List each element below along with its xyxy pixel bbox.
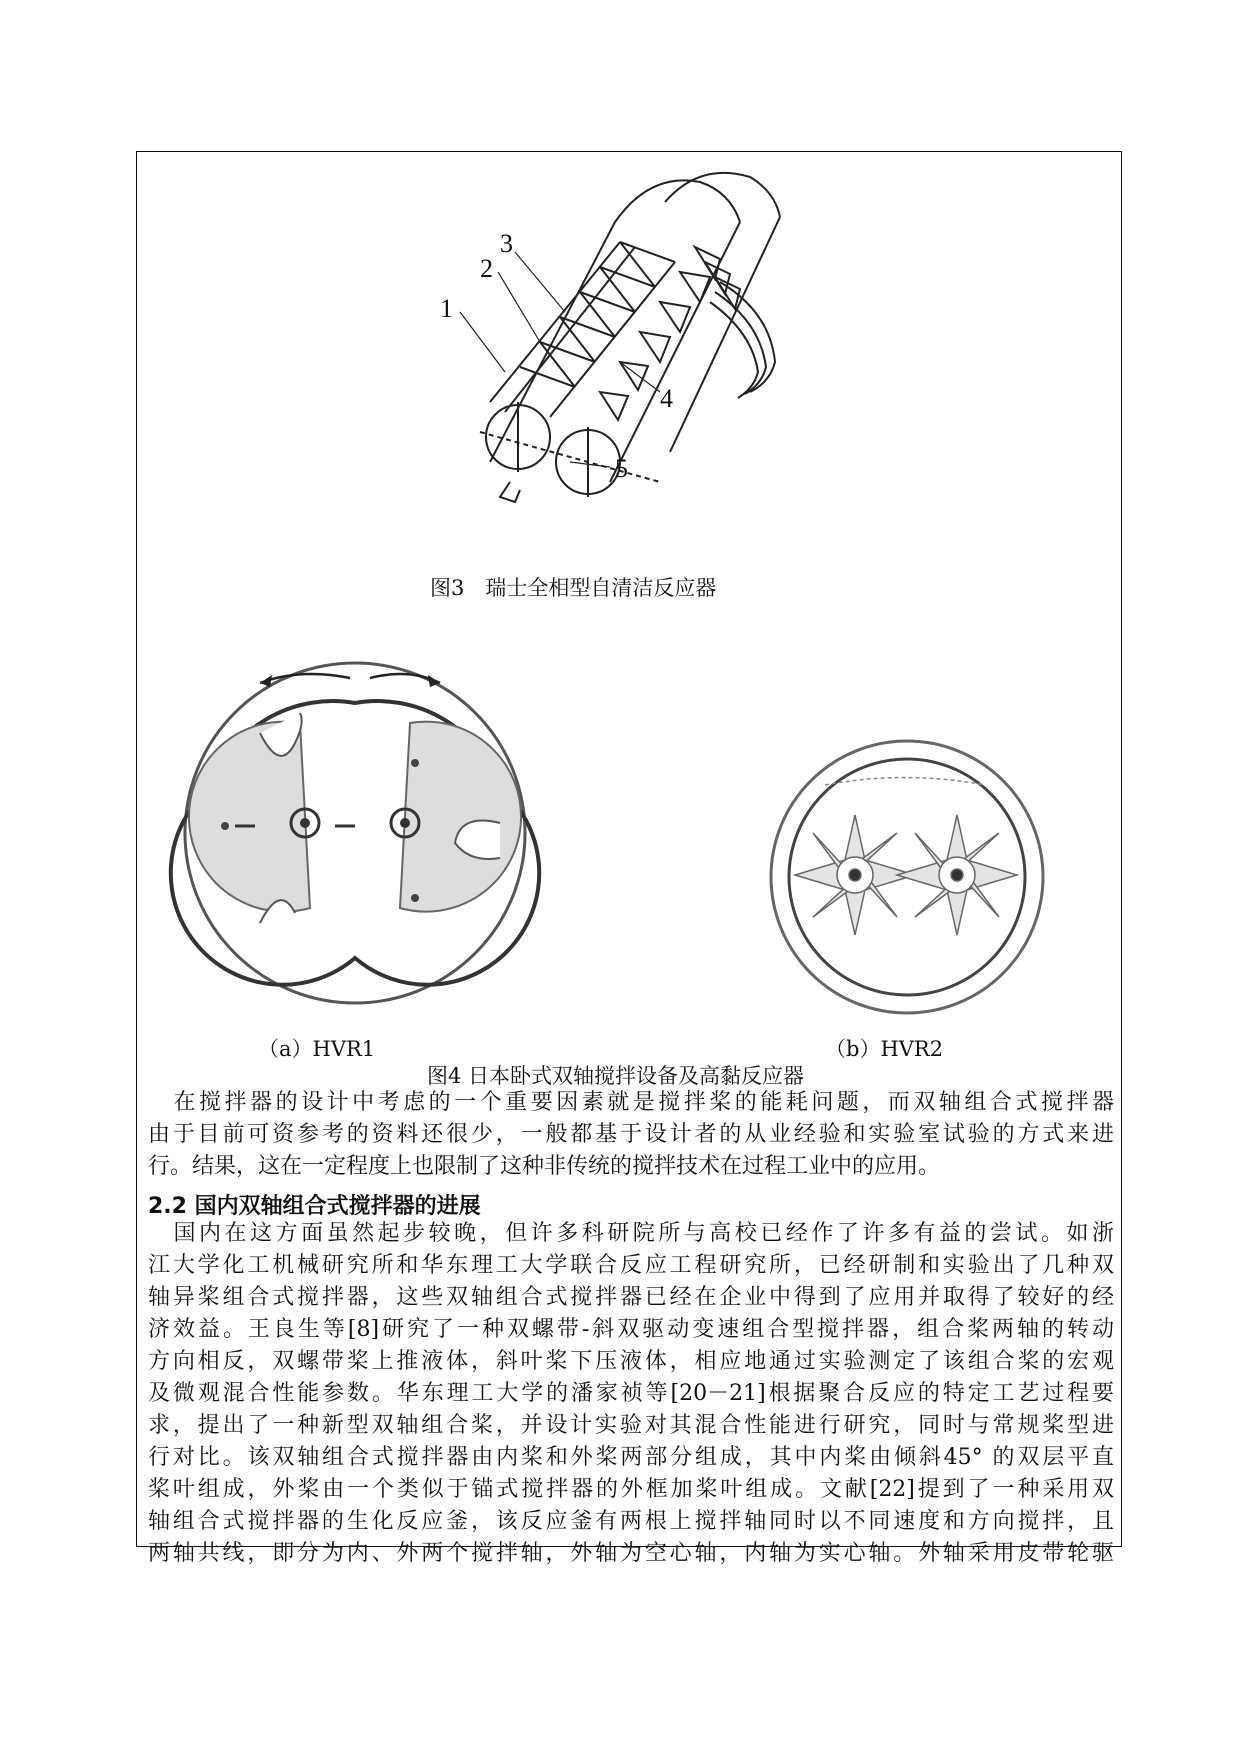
text-line: 国内在这方面虽然起步较晚，但许多科研院所与高校已经作了许多有益的尝试。如浙 xyxy=(148,1221,1114,1246)
figure3-label-2: 2 xyxy=(480,254,493,283)
text-line: 及微观混合性能参数。华东理工大学的潘家祯等[20－21]根据聚合反应的特定工艺过程要 xyxy=(148,1381,1114,1406)
text-line: 求，提出了一种新型双轴组合桨，并设计实验对其混合性能进行研究，同时与常规桨型进 xyxy=(148,1413,1114,1438)
figure3-label-1: 1 xyxy=(440,294,453,323)
figure3-label-4: 4 xyxy=(660,384,673,413)
text-line: 桨叶组成，外桨由一个类似于锚式搅拌器的外框加桨叶组成。文献[22]提到了一种采用双 xyxy=(148,1477,1114,1502)
figure3-reactor-drawing xyxy=(440,162,800,562)
text-line: 行。结果，这在一定程度上也限制了这种非传统的搅拌技术在过程工业中的应用。 xyxy=(148,1154,941,1179)
text-line: 由于目前可资参考的资料还很少，一般都基于设计者的从业经验和实验室试验的方式来进 xyxy=(148,1122,1114,1147)
text-line: 轴异桨组合式搅拌器，这些双轴组合式搅拌器已经在企业中得到了应用并取得了较好的经 xyxy=(148,1285,1114,1310)
figure3-label-5: 5 xyxy=(615,454,628,483)
figure4-caption: 图4 日本卧式双轴搅拌设备及高黏反应器 xyxy=(427,1064,805,1088)
figure4a-label: （a）HVR1 xyxy=(258,1037,376,1061)
text-line: 行对比。该双轴组合式搅拌器由内桨和外桨两部分组成，其中内桨由倾斜45° 的双层平直 xyxy=(148,1445,1114,1470)
text-line: 两轴共线，即分为内、外两个搅拌轴，外轴为空心轴，内轴为实心轴。外轴采用皮带轮驱 xyxy=(148,1541,1114,1566)
figure4b-label: （b）HVR2 xyxy=(825,1037,944,1061)
text-line: 江大学化工机械研究所和华东理工大学联合反应工程研究所，已经研制和实验出了几种双 xyxy=(148,1253,1114,1278)
text-line: 在搅拌器的设计中考虑的一个重要因素就是搅拌桨的能耗问题，而双轴组合式搅拌器 xyxy=(148,1090,1114,1115)
text-line: 方向相反，双螺带桨上推液体，斜叶桨下压液体，相应地通过实验测定了该组合桨的宏观 xyxy=(148,1349,1114,1374)
figure4b-hvr2-drawing xyxy=(765,735,1050,1020)
section-heading: 2.2 国内双轴组合式搅拌器的进展 xyxy=(148,1194,481,1219)
paragraph-domestic-progress xyxy=(148,1218,1114,1570)
paragraph-energy xyxy=(148,1087,1114,1183)
figure4a-hvr1-drawing xyxy=(180,643,540,1023)
figure3-caption: 图3 瑞士全相型自清洁反应器 xyxy=(430,576,717,600)
figure3-label-3: 3 xyxy=(500,229,513,258)
text-line: 轴组合式搅拌器的生化反应釜，该反应釜有两根上搅拌轴同时以不同速度和方向搅拌，且 xyxy=(148,1509,1114,1534)
text-line: 济效益。王良生等[8]研究了一种双螺带-斜双驱动变速组合型搅拌器，组合桨两轴的转动 xyxy=(148,1317,1114,1342)
